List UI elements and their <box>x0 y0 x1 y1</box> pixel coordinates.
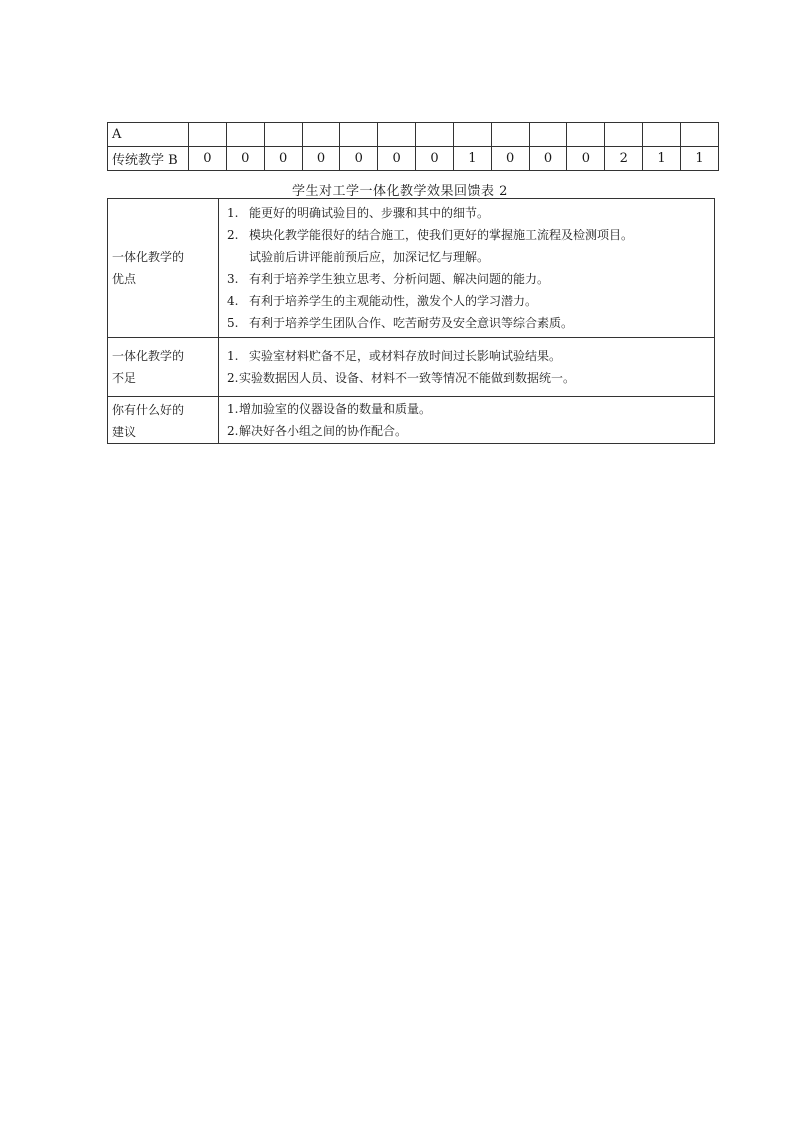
item-text: 实验数据因人员、设备、材料不一致等情况不能做到数据统一。 <box>239 371 576 385</box>
item-number: 5. <box>227 316 239 330</box>
item-text: 能更好的明确试验目的、步骤和其中的细节。 <box>249 206 490 220</box>
score-cell <box>529 123 567 147</box>
score-cell <box>680 123 718 147</box>
score-cell: 0 <box>416 147 454 171</box>
table-row <box>108 123 719 147</box>
suggestions-row <box>108 397 715 444</box>
list-item <box>227 268 714 290</box>
score-cell <box>378 123 416 147</box>
item-text: 增加验室的仪器设备的数量和质量。 <box>239 402 432 416</box>
list-item <box>227 290 714 312</box>
list-item-continuation <box>227 246 714 268</box>
item-number: 1. <box>227 206 239 220</box>
item-text: 有利于培养学生独立思考、分析问题、解决问题的能力。 <box>249 272 550 286</box>
category-label-line: 建议 <box>112 425 137 439</box>
score-cell: 0 <box>264 147 302 171</box>
category-label-line: 你有什么好的 <box>112 403 185 417</box>
list-item <box>227 420 714 442</box>
item-number: 4. <box>227 294 239 308</box>
item-number: 1. <box>227 349 239 363</box>
list-item <box>227 398 714 420</box>
list-item <box>227 345 714 367</box>
items-cell <box>219 199 715 338</box>
score-cell: 0 <box>529 147 567 171</box>
category-cell <box>108 338 219 397</box>
score-cell: 0 <box>340 147 378 171</box>
score-cell: 0 <box>378 147 416 171</box>
list-item <box>227 312 714 334</box>
row-label: A <box>108 123 189 147</box>
item-text: 有利于培养学生的主观能动性，激发个人的学习潜力。 <box>249 294 538 308</box>
item-number: 2. <box>227 371 239 385</box>
category-label-line: 不足 <box>112 371 137 385</box>
items-cell <box>219 397 715 444</box>
table-row <box>108 147 719 171</box>
score-cell <box>605 123 643 147</box>
score-table <box>107 122 719 171</box>
item-text: 试验前后讲评能前预后应，加深记忆与理解。 <box>249 250 490 264</box>
row-label: 传统教学 B <box>108 147 189 171</box>
item-text: 模块化教学能很好的结合施工，使我们更好的掌握施工流程及检测项目。 <box>249 228 634 242</box>
list-item <box>227 367 714 389</box>
items-cell <box>219 338 715 397</box>
score-cell <box>264 123 302 147</box>
list-item <box>227 202 714 224</box>
category-cell <box>108 397 219 444</box>
score-cell <box>416 123 454 147</box>
shortcomings-row <box>108 338 715 397</box>
category-label-line: 优点 <box>112 272 137 286</box>
category-cell <box>108 199 219 338</box>
table-caption: 学生对工学一体化教学效果回馈表 2 <box>292 184 508 199</box>
score-cell <box>189 123 227 147</box>
score-cell <box>302 123 340 147</box>
item-text: 有利于培养学生团队合作、吃苦耐劳及安全意识等综合素质。 <box>249 316 574 330</box>
score-cell: 1 <box>680 147 718 171</box>
score-cell: 0 <box>491 147 529 171</box>
item-number: 2. <box>227 424 239 438</box>
score-cell: 1 <box>453 147 491 171</box>
category-label-line: 一体化教学的 <box>112 250 185 264</box>
score-cell <box>567 123 605 147</box>
advantages-row <box>108 199 715 338</box>
score-cell <box>453 123 491 147</box>
score-cell: 0 <box>302 147 340 171</box>
category-label-line: 一体化教学的 <box>112 349 185 363</box>
feedback-table <box>107 198 715 444</box>
score-cell: 2 <box>605 147 643 171</box>
score-cell: 0 <box>189 147 227 171</box>
score-cell: 0 <box>567 147 605 171</box>
item-number: 1. <box>227 402 239 416</box>
item-text: 实验室材料贮备不足，或材料存放时间过长影响试验结果。 <box>249 349 562 363</box>
score-cell <box>340 123 378 147</box>
score-cell: 0 <box>226 147 264 171</box>
score-cell <box>491 123 529 147</box>
score-cell: 1 <box>643 147 681 171</box>
list-item <box>227 224 714 246</box>
item-number: 2. <box>227 228 239 242</box>
item-number: 3. <box>227 272 239 286</box>
item-text: 解决好各小组之间的协作配合。 <box>239 424 408 438</box>
score-cell <box>643 123 681 147</box>
score-cell <box>226 123 264 147</box>
